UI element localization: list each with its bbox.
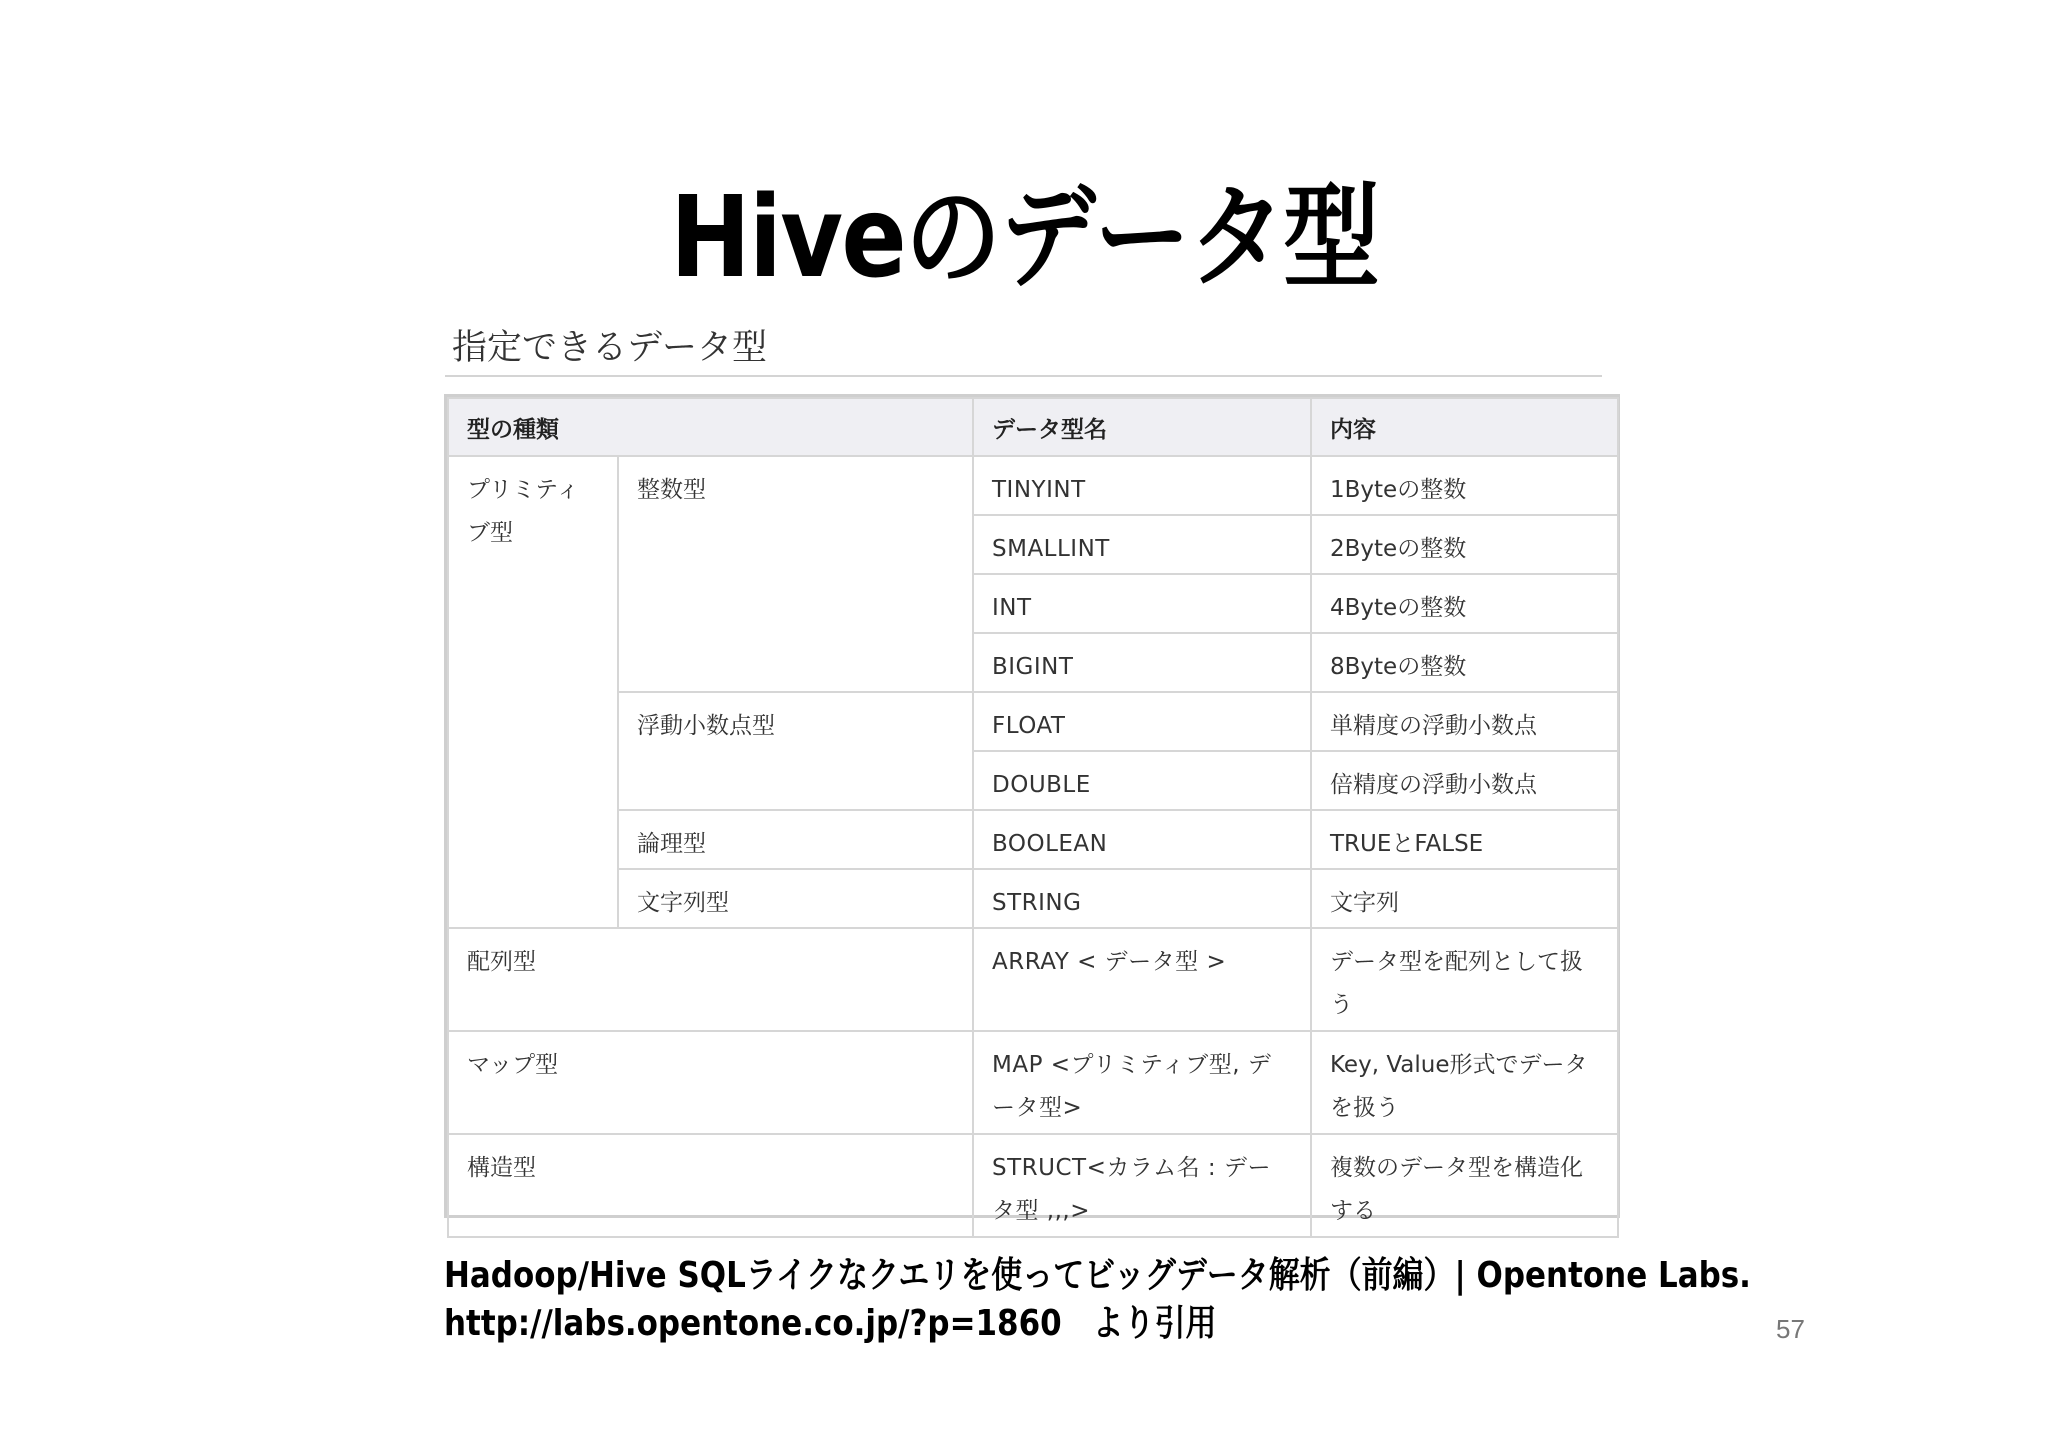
description-cell: 単精度の浮動小数点 (1311, 692, 1618, 751)
source-citation (444, 1252, 1751, 1348)
description-cell: 倍精度の浮動小数点 (1311, 751, 1618, 810)
table-row (448, 1031, 1618, 1134)
citation-url: http://labs.opentone.co.jp/?p=1860 より引用 (444, 1303, 1217, 1344)
page-number: 57 (1776, 1314, 1805, 1344)
description-cell: 4Byteの整数 (1311, 574, 1618, 633)
subgroup-logical: 論理型 (618, 810, 973, 869)
description-cell: 文字列 (1311, 869, 1618, 928)
description-cell: TRUEとFALSE (1311, 810, 1618, 869)
header-description: 内容 (1311, 398, 1618, 456)
type-name-cell: MAP <プリミティブ型, データ型> (973, 1031, 1311, 1134)
table-row (448, 810, 1618, 869)
description-cell: データ型を配列として扱う (1311, 928, 1618, 1031)
type-name-cell: DOUBLE (973, 751, 1311, 810)
table-row (448, 456, 1618, 515)
subgroup-string: 文字列型 (618, 869, 973, 928)
group-array: 配列型 (448, 928, 973, 1031)
slide-title: Hiveのデータ型 (670, 173, 1378, 303)
description-cell: 1Byteの整数 (1311, 456, 1618, 515)
citation-title: Hadoop/Hive SQLライクなクエリを使ってビッグデータ解析（前編）| Opentone Labs. (444, 1255, 1751, 1296)
table-row (448, 1134, 1618, 1237)
table-row (448, 928, 1618, 1031)
type-name-cell: STRUCT<カラム名 : データ型 ,,,> (973, 1134, 1311, 1237)
description-cell: 2Byteの整数 (1311, 515, 1618, 574)
table-subtitle: 指定できるデータ型 (452, 328, 768, 368)
type-name-cell: TINYINT (973, 456, 1311, 515)
subtitle-divider (445, 375, 1602, 377)
description-cell: 複数のデータ型を構造化する (1311, 1134, 1618, 1237)
subgroup-float: 浮動小数点型 (618, 692, 973, 810)
data-types-table (447, 397, 1619, 1238)
type-name-cell: SMALLINT (973, 515, 1311, 574)
table-row (448, 869, 1618, 928)
table-header-row (448, 398, 1618, 456)
type-name-cell: STRING (973, 869, 1311, 928)
type-name-cell: FLOAT (973, 692, 1311, 751)
group-primitive: プリミティブ型 (448, 456, 618, 928)
description-cell: Key, Value形式でデータを扱う (1311, 1031, 1618, 1134)
type-name-cell: BOOLEAN (973, 810, 1311, 869)
table-row (448, 692, 1618, 751)
header-type-name: データ型名 (973, 398, 1311, 456)
subgroup-integer: 整数型 (618, 456, 973, 692)
group-map: マップ型 (448, 1031, 973, 1134)
type-name-cell: BIGINT (973, 633, 1311, 692)
header-category: 型の種類 (448, 398, 973, 456)
group-struct: 構造型 (448, 1134, 973, 1237)
type-name-cell: INT (973, 574, 1311, 633)
description-cell: 8Byteの整数 (1311, 633, 1618, 692)
type-name-cell: ARRAY < データ型 > (973, 928, 1311, 1031)
